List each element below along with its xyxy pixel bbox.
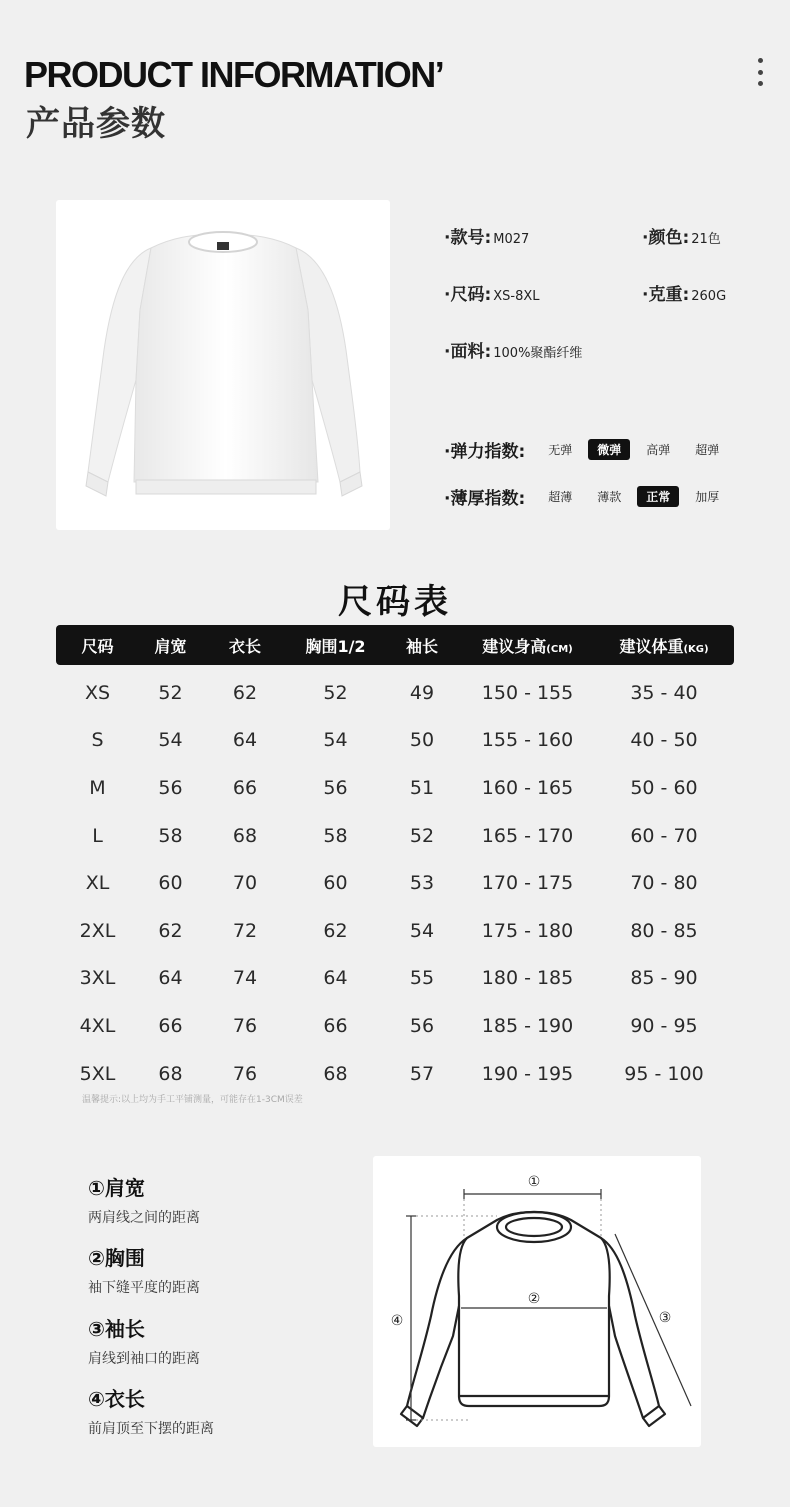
table-cell: 56: [158, 776, 183, 799]
measure-sleeve-title: ③袖长: [88, 1317, 145, 1341]
spec-size-label: ·尺码:: [444, 285, 492, 305]
header-height: [461, 634, 594, 657]
table-cell: 53: [409, 872, 435, 895]
table-cell: 52: [409, 824, 435, 847]
table-cell: 60 - 70: [630, 824, 698, 847]
table-cell: 80 - 85: [630, 919, 698, 942]
size-table-header: [56, 625, 734, 665]
elasticity-option: 高弹: [646, 443, 671, 457]
header-weight-unit: (KG): [683, 643, 709, 655]
table-cell: 5XL: [79, 1062, 116, 1085]
thickness-label: ·薄厚指数:: [444, 489, 526, 509]
measure-chest: [88, 1242, 200, 1297]
header-chest: 胸围1/2: [305, 636, 366, 656]
table-cell: 54: [409, 919, 435, 942]
table-cell: 52: [158, 681, 183, 704]
spec-weight-label: ·克重:: [642, 285, 690, 305]
measurement-note: 温馨提示:以上均为手工平铺测量，可能存在1-3CM误差: [82, 1095, 303, 1105]
table-cell: 62: [158, 919, 183, 942]
spec-color: [642, 223, 721, 248]
spec-fabric: [444, 337, 582, 362]
table-row: [56, 955, 734, 1003]
table-cell: 51: [409, 776, 435, 799]
thickness-option-selected: 正常: [637, 486, 679, 507]
thickness-option: 超薄: [548, 490, 573, 504]
table-cell: 60: [158, 872, 183, 895]
table-row: [56, 1050, 734, 1098]
spec-style-label: ·款号:: [444, 228, 492, 248]
more-menu-icon[interactable]: [754, 58, 766, 86]
table-cell: S: [91, 729, 104, 752]
measure-chest-title: ②胸围: [88, 1246, 145, 1270]
thickness-option: 薄款: [597, 490, 622, 504]
diagram-label-4: ④: [390, 1313, 404, 1329]
table-row: [56, 717, 734, 765]
elasticity-option: 无弹: [548, 443, 573, 457]
table-cell: XS: [84, 681, 111, 704]
measurement-diagram: [373, 1156, 701, 1447]
spec-style-value: M027: [493, 232, 530, 247]
diagram-label-1: ①: [527, 1174, 541, 1190]
measure-length-title: ④衣长: [88, 1387, 145, 1411]
header-size: 尺码: [81, 636, 114, 656]
table-cell: 150 - 155: [481, 681, 574, 704]
table-row: [56, 669, 734, 717]
table-cell: 58: [158, 824, 183, 847]
table-cell: 3XL: [79, 967, 116, 990]
table-row: [56, 812, 734, 860]
spec-weight: [642, 280, 726, 305]
table-cell: 85 - 90: [630, 967, 698, 990]
table-cell: 56: [323, 776, 348, 799]
table-cell: 160 - 165: [481, 776, 574, 799]
table-cell: 185 - 190: [481, 1014, 574, 1037]
thickness-option: 加厚: [695, 490, 720, 504]
size-chart-title: 尺码表: [338, 582, 452, 622]
table-cell: M: [89, 776, 106, 799]
table-cell: 74: [232, 967, 258, 990]
spec-size: [444, 280, 540, 305]
table-cell: 35 - 40: [630, 681, 698, 704]
measure-shoulder-title: ①肩宽: [88, 1176, 145, 1200]
table-cell: 165 - 170: [481, 824, 574, 847]
table-row: [56, 859, 734, 907]
header-length: 衣长: [228, 636, 261, 656]
elasticity-option: 超弹: [695, 443, 720, 457]
table-cell: 49: [409, 681, 435, 704]
table-cell: 62: [232, 681, 258, 704]
table-cell: L: [92, 824, 103, 847]
sweatshirt-image: [56, 200, 390, 530]
table-row: [56, 764, 734, 812]
page-title-zh: 产品参数: [26, 104, 166, 144]
elasticity-scale: [444, 437, 735, 462]
header-shoulder: 肩宽: [154, 636, 187, 656]
measure-length: [88, 1383, 214, 1438]
table-cell: 50: [409, 729, 435, 752]
table-cell: 66: [158, 1014, 183, 1037]
measure-shoulder-desc: 两肩线之间的距离: [88, 1210, 200, 1226]
table-cell: 57: [409, 1062, 435, 1085]
spec-fabric-value: 100%聚酯纤维: [493, 346, 583, 361]
table-cell: 66: [323, 1014, 348, 1037]
spec-style: [444, 223, 529, 248]
table-cell: 2XL: [79, 919, 116, 942]
table-cell: 76: [232, 1062, 258, 1085]
table-cell: 70 - 80: [630, 872, 698, 895]
table-cell: 68: [232, 824, 258, 847]
table-cell: 52: [323, 681, 348, 704]
table-cell: 175 - 180: [481, 919, 574, 942]
table-cell: 64: [158, 967, 183, 990]
table-cell: 54: [323, 729, 348, 752]
size-table-body: [56, 665, 734, 1097]
table-cell: 40 - 50: [630, 729, 698, 752]
measure-chest-desc: 袖下缝平度的距离: [88, 1280, 200, 1296]
elasticity-option-selected: 微弹: [588, 439, 630, 460]
table-cell: 56: [409, 1014, 435, 1037]
spec-color-label: ·颜色:: [642, 228, 690, 248]
header-height-label: 建议身高: [482, 636, 547, 656]
spec-weight-value: 260G: [691, 289, 727, 304]
header-weight-label: 建议体重: [619, 636, 684, 656]
table-cell: 58: [323, 824, 348, 847]
table-cell: 68: [323, 1062, 348, 1085]
table-cell: 64: [232, 729, 258, 752]
spec-size-value: XS-8XL: [493, 289, 540, 304]
table-cell: XL: [85, 872, 110, 895]
table-cell: 90 - 95: [630, 1014, 698, 1037]
product-photo: [56, 200, 390, 530]
table-cell: 55: [409, 967, 435, 990]
spec-fabric-label: ·面料:: [444, 342, 492, 362]
page-title-en: PRODUCT INFORMATION’: [24, 54, 444, 95]
table-cell: 4XL: [79, 1014, 116, 1037]
table-cell: 54: [158, 729, 183, 752]
spec-color-value: 21色: [691, 232, 721, 247]
table-cell: 68: [158, 1062, 183, 1085]
thickness-scale: [444, 484, 735, 509]
table-cell: 66: [232, 776, 258, 799]
elasticity-label: ·弹力指数:: [444, 442, 526, 462]
diagram-label-3: ③: [658, 1310, 672, 1326]
table-row: [56, 1002, 734, 1050]
measure-sleeve-desc: 肩线到袖口的距离: [88, 1351, 200, 1367]
measure-sleeve: [88, 1313, 200, 1368]
measure-shoulder: [88, 1172, 200, 1227]
table-cell: 70: [232, 872, 258, 895]
table-cell: 50 - 60: [630, 776, 698, 799]
table-cell: 170 - 175: [481, 872, 574, 895]
measure-length-desc: 前肩顶至下摆的距离: [88, 1421, 214, 1437]
table-cell: 64: [323, 967, 348, 990]
table-cell: 72: [232, 919, 258, 942]
table-cell: 60: [323, 872, 348, 895]
table-row: [56, 907, 734, 955]
header-sleeve: 袖长: [405, 636, 438, 656]
header-weight: [594, 634, 734, 657]
diagram-label-2: ②: [527, 1291, 541, 1307]
table-cell: 95 - 100: [624, 1062, 704, 1085]
table-cell: 155 - 160: [481, 729, 574, 752]
sweatshirt-outline-diagram: [373, 1156, 701, 1447]
size-table: [56, 625, 734, 1097]
table-cell: 190 - 195: [481, 1062, 574, 1085]
table-cell: 62: [323, 919, 348, 942]
header-height-unit: (CM): [546, 643, 573, 655]
table-cell: 180 - 185: [481, 967, 574, 990]
table-cell: 76: [232, 1014, 258, 1037]
